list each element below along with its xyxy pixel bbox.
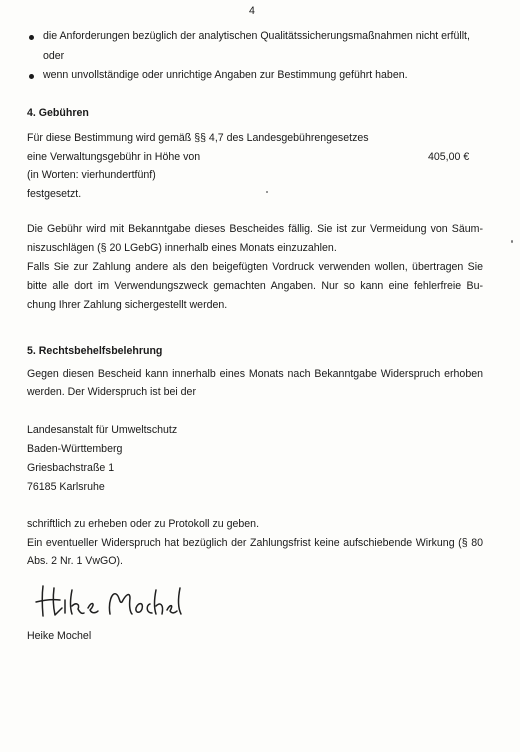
bullet-marker xyxy=(29,35,34,40)
fees-heading: 4. Gebühren xyxy=(27,107,89,119)
fees-paragraph-line: Falls Sie zur Zahlung andere als den beigefügten Vordruck verwenden wollen, übertragen Sie xyxy=(27,261,483,273)
signature-stroke xyxy=(167,606,177,613)
fees-paragraph-line: niszuschlägen (§ 20 LGebG) innerhalb eines Monats einzuzahlen. xyxy=(27,242,337,254)
appeal-text-line: Ein eventueller Widerspruch hat bezüglich der Zahlungsfrist keine aufschiebende Wirkung (§ 80 xyxy=(27,537,483,549)
fee-amount: 405,00 € xyxy=(428,151,470,163)
page-number: 4 xyxy=(249,5,255,17)
fees-paragraph-line: chung Ihrer Zahlung sichergestellt werden. xyxy=(27,299,228,311)
signature-stroke xyxy=(71,590,85,614)
bullet-marker xyxy=(29,74,34,79)
appeal-heading: 5. Rechtsbehelfsbelehrung xyxy=(27,345,163,357)
fees-text-line: eine Verwaltungsgebühr in Höhe von xyxy=(27,151,201,163)
handwritten-signature xyxy=(34,580,184,624)
signatory-name: Heike Mochel xyxy=(27,630,92,642)
signature-stroke xyxy=(36,600,60,602)
appeal-text-line: Abs. 2 Nr. 1 VwGO). xyxy=(27,555,123,567)
signature-stroke xyxy=(88,604,98,613)
fees-text-line: (in Worten: vierhundertfünf) xyxy=(27,169,156,181)
address-line: 76185 Karlsruhe xyxy=(27,481,105,493)
fees-text-line: Für diese Bestimmung wird gemäß §§ 4,7 des Landesgebührengesetzes xyxy=(27,132,369,144)
address-line: Baden-Württemberg xyxy=(27,443,123,455)
fees-paragraph-line: bitte alle dort im Verwendungszweck gemachten Angaben. Nur so kann eine fehlerfreie Bu- xyxy=(27,280,483,292)
appeal-text-line: schriftlich zu erheben oder zu Protokoll zu geben. xyxy=(27,518,260,530)
signature-stroke xyxy=(109,594,132,614)
fees-text-line: festgesetzt. xyxy=(27,188,82,200)
scan-speck xyxy=(511,240,513,243)
bullet-item-1: die Anforderungen bezüglich der analytischen Qualitätssicherungsmaßnahmen nicht erfüllt, xyxy=(43,30,470,42)
signature-stroke xyxy=(136,604,143,613)
signature-stroke xyxy=(147,604,152,613)
signature-stroke xyxy=(155,590,163,614)
appeal-text-line: Gegen diesen Bescheid kann innerhalb eines Monats nach Bekanntgabe Widerspruch erhoben xyxy=(27,368,483,380)
scan-speck xyxy=(266,191,268,193)
signature-stroke xyxy=(53,588,62,615)
bullet-item-2: wenn unvollständige oder unrichtige Angaben zur Bestimmung geführt haben. xyxy=(43,69,408,81)
bullet-item-1-continuation: oder xyxy=(43,50,65,62)
fees-paragraph-line: Die Gebühr wird mit Bekanntgabe dieses Bescheides fällig. Sie ist zur Vermeidung von Säum- xyxy=(27,223,483,235)
address-line: Griesbachstraße 1 xyxy=(27,462,115,474)
address-line: Landesanstalt für Umweltschutz xyxy=(27,424,178,436)
appeal-text-line: werden. Der Widerspruch ist bei der xyxy=(27,386,196,398)
signature-stroke xyxy=(179,588,181,614)
